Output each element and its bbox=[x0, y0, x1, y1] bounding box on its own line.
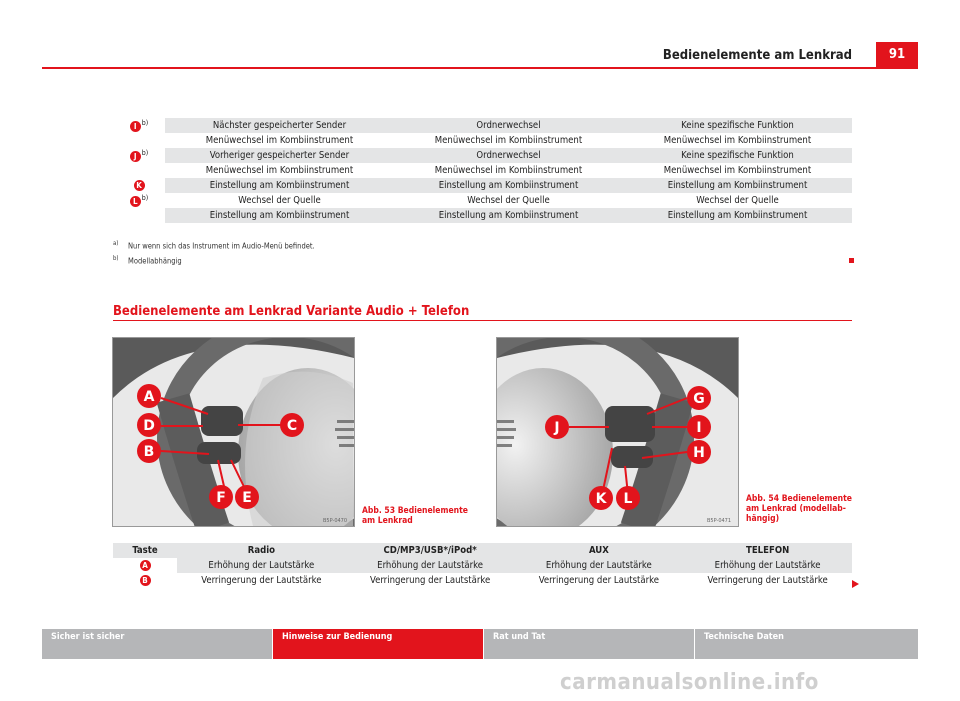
key-badge-j: J bbox=[130, 151, 141, 162]
page-number: 91 bbox=[876, 42, 918, 68]
section-title: Bedienelemente am Lenkrad Variante Audio + Telefon bbox=[113, 304, 470, 319]
table-row: J $^{b)}$ Vorheriger gespeicherter Sender Ordnerwechsel Keine spezifische Funktion bbox=[113, 148, 852, 163]
steering-wheel-illustration bbox=[497, 338, 738, 526]
key-badge-k: K bbox=[134, 180, 145, 191]
figure-54-steering-wheel bbox=[496, 337, 739, 527]
key-badge-l: L bbox=[130, 196, 141, 207]
steering-wheel-illustration bbox=[113, 338, 354, 526]
header-rule bbox=[42, 67, 918, 69]
callout-label: K bbox=[595, 491, 607, 507]
footer-nav-sicher-ist-sicher[interactable]: Sicher ist sicher bbox=[42, 629, 272, 659]
figure-53-caption: Abb. 53 Bedienelemente am Lenkrad bbox=[362, 506, 468, 526]
callout-label: I bbox=[696, 420, 702, 436]
table-header-row: Taste Radio CD/MP3/USB*/iPod* AUX TELEFON bbox=[113, 543, 852, 558]
callout-label: D bbox=[143, 418, 155, 434]
callout-label: A bbox=[143, 389, 155, 405]
callout-label: E bbox=[242, 490, 252, 506]
figure-code: B5P-0470 bbox=[323, 518, 348, 524]
key-badge-a: A bbox=[140, 560, 151, 571]
callout-label: G bbox=[693, 391, 705, 407]
section-end-marker bbox=[849, 258, 854, 263]
page-header-title: Bedienelemente am Lenkrad bbox=[662, 48, 852, 63]
continue-arrow-icon bbox=[852, 580, 859, 588]
figure-54-caption: Abb. 54 Bedienelemente am Lenkrad (modellab- hängig) bbox=[746, 494, 852, 524]
section-rule bbox=[113, 320, 852, 321]
table-row: A Erhöhung der Lautstärke Erhöhung der Lautstärke Erhöhung der Lautstärke Erhöhung der Lautstärke bbox=[113, 558, 852, 573]
callout-label: F bbox=[216, 490, 226, 506]
table-row: B Verringerung der Lautstärke Verringerung der Lautstärke Verringerung der Lautstärke Verringerung der Lautstärke bbox=[113, 573, 852, 588]
callout-label: L bbox=[623, 491, 633, 507]
callout-label: H bbox=[693, 445, 705, 461]
table-row: L $^{b)}$ Wechsel der Quelle Wechsel der Quelle Wechsel der Quelle bbox=[113, 193, 852, 208]
figure-code: B5P-0471 bbox=[707, 518, 732, 524]
table-row: K Einstellung am Kombiinstrument Einstellung am Kombiinstrument Einstellung am Kombiinstrument bbox=[113, 178, 852, 193]
footnote-a: a) Nur wenn sich das Instrument im Audio-Menü befindet. bbox=[113, 240, 315, 251]
table-row: Menüwechsel im Kombiinstrument Menüwechsel im Kombiinstrument Menüwechsel im Kombiinstrument bbox=[205, 165, 812, 176]
footnote-b: b) Modellabhängig bbox=[113, 255, 182, 266]
footer-nav-hinweise-zur-bedienung[interactable]: Hinweise zur Bedienung bbox=[273, 629, 483, 659]
table-row: Menüwechsel im Kombiinstrument Menüwechsel im Kombiinstrument Menüwechsel im Kombiinstrument bbox=[205, 135, 812, 146]
callout-label: J bbox=[554, 420, 560, 436]
table-row: Einstellung am Kombiinstrument Einstellung am Kombiinstrument Einstellung am Kombiinstrument bbox=[113, 208, 852, 223]
control-functions-table bbox=[113, 543, 852, 588]
footer-nav-rat-und-tat[interactable]: Rat und Tat bbox=[484, 629, 694, 659]
callout-label: C bbox=[286, 418, 298, 434]
table-row: I $^{b)}$ Nächster gespeicherter Sender Ordnerwechsel Keine spezifische Funktion bbox=[113, 118, 852, 133]
function-table-continued bbox=[113, 118, 852, 223]
footer-nav-technische-daten[interactable]: Technische Daten bbox=[695, 629, 918, 659]
key-badge-i: I bbox=[130, 121, 141, 132]
callout-label: B bbox=[143, 444, 155, 460]
key-badge-b: B bbox=[140, 575, 151, 586]
figure-53-steering-wheel bbox=[112, 337, 355, 527]
watermark: carmanualsonline.info bbox=[560, 670, 819, 695]
